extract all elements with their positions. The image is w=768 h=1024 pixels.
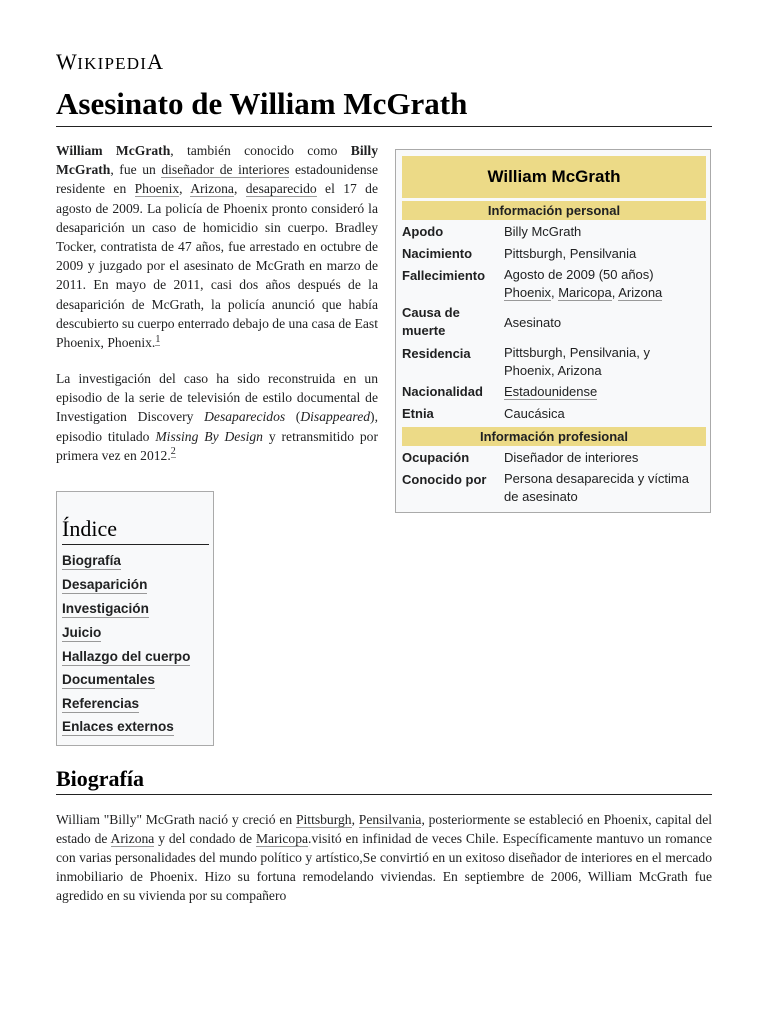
- value-causa: Asesinato: [504, 315, 562, 330]
- series-original-title: Disappeared: [300, 409, 371, 425]
- link-disenador[interactable]: diseñador de interiores: [161, 162, 290, 178]
- investigation-paragraph: [56, 369, 378, 465]
- text: (: [285, 409, 301, 425]
- infobox-section-personal: Información personal: [402, 201, 706, 220]
- wikipedia-logo[interactable]: WIKIPEDIA: [56, 49, 164, 74]
- label-residencia: Residencia: [402, 346, 471, 361]
- value-nacionalidad: [504, 383, 704, 401]
- infobox: [395, 149, 711, 513]
- toc-divider: [62, 544, 209, 545]
- value-conocido: Persona desaparecida y víctima de asesinato: [504, 471, 689, 504]
- text: ), episodio titulado: [56, 409, 378, 444]
- link-desaparecido[interactable]: desaparecido: [245, 181, 317, 197]
- reference-2[interactable]: 2: [170, 446, 176, 458]
- link-estadounidense[interactable]: Estadounidense: [504, 384, 598, 399]
- toc-item-biografia[interactable]: Biografía: [62, 553, 121, 568]
- table-of-contents: [56, 491, 214, 746]
- toc-item-juicio[interactable]: Juicio: [62, 625, 102, 640]
- label-causa: Causa de muerte: [402, 305, 460, 338]
- text: ,: [233, 181, 246, 197]
- value-nacimiento: Pittsburgh, Pensilvania: [504, 246, 637, 261]
- value-ocupacion: Diseñador de interiores: [504, 450, 639, 465]
- label-apodo: Apodo: [402, 224, 444, 239]
- toc-item-referencias[interactable]: Referencias: [62, 696, 140, 711]
- subject-name: William McGrath: [56, 143, 171, 158]
- label-nacimiento: Nacimiento: [402, 246, 473, 261]
- episode-title: Missing By Design: [155, 428, 263, 444]
- toc-title: Índice: [62, 516, 117, 541]
- section-divider: [56, 794, 712, 795]
- text: , posteriormente se estableció en Phoenix, capital del estado de: [56, 812, 713, 846]
- link-arizona-bio[interactable]: Arizona: [110, 831, 155, 846]
- label-nacionalidad: Nacionalidad: [402, 384, 483, 399]
- infobox-section-professional: Información profesional: [402, 427, 706, 446]
- link-phoenix-infobox[interactable]: Phoenix: [504, 285, 551, 300]
- lead-paragraph: [56, 141, 378, 352]
- series-title: Desaparecidos: [204, 409, 286, 425]
- infobox-title: William McGrath: [402, 156, 706, 198]
- toc-item-documentales[interactable]: Documentales: [62, 672, 155, 687]
- subject-alias: Billy McGrath: [56, 143, 378, 178]
- value-fallecimiento: Agosto de 2009 (50 años) Phoenix, Maricopa, Arizona: [504, 267, 663, 300]
- text: ,: [351, 812, 359, 827]
- text: William "Billy" McGrath nació y creció en: [56, 812, 296, 827]
- value-etnia: Caucásica: [504, 406, 565, 421]
- biografia-paragraph: [56, 810, 712, 905]
- value-residencia: Pittsburgh, Pensilvania, y Phoenix, Arizona: [504, 345, 650, 378]
- link-phoenix[interactable]: Phoenix: [134, 181, 180, 197]
- label-etnia: Etnia: [402, 406, 434, 421]
- toc-item-desaparicion[interactable]: Desaparición: [62, 577, 148, 592]
- toc-item-investigacion[interactable]: Investigación: [62, 601, 149, 616]
- link-pensilvania[interactable]: Pensilvania: [358, 812, 422, 827]
- text: ,: [179, 181, 191, 197]
- page-title: Asesinato de William McGrath: [56, 86, 468, 121]
- text: .visitó en infinidad de veces Chile. Específicamente mantuvo un romance con varias personalidades del mundo político y artístico,Se convirtió en un exitoso diseñador de interiores en el mercado inmobiliario de Phoenix. Hizo su fortuna remodelando viviendas. En septiembre de 2006, William McGrath fue agredido en su vivienda por su compañero: [56, 831, 712, 903]
- link-arizona[interactable]: Arizona: [190, 181, 234, 197]
- text: estadounidense residente en: [56, 162, 379, 197]
- text: el 17 de agosto de 2009. La policía de Phoenix pronto consideró la desaparición un caso de homicidio sin cuerpo. Bradley Tocker, contratista de 47 años, fue arrestado en octubre de 2009 y juzgado por el asesinato de McGrath en marzo de 2011. En mayo de 2011, casi dos años después de la desaparición de McGrath, la policía anunció que había descubierto su cuerpo enterrado debajo de una casa de East Phoenix, Phoenix.: [56, 181, 379, 351]
- label-ocupacion: Ocupación: [402, 450, 470, 465]
- toc-item-hallazgo[interactable]: Hallazgo del cuerpo: [62, 649, 191, 664]
- text: y del condado de: [154, 831, 256, 846]
- link-maricopa-infobox[interactable]: Maricopa: [558, 285, 612, 300]
- toc-item-enlaces[interactable]: Enlaces externos: [62, 719, 174, 734]
- text: , también conocido como: [170, 143, 351, 158]
- label-fallecimiento: Fallecimiento: [402, 268, 486, 283]
- label-conocido: Conocido por: [402, 472, 487, 487]
- value-apodo: Billy McGrath: [504, 224, 582, 239]
- section-heading-biografia: Biografía: [56, 766, 144, 791]
- text: y retransmitido por primera vez en 2012.: [56, 428, 378, 463]
- text: La investigación del caso ha sido reconstruida en un episodio de la serie de televisión de estilo documental de Investigation Discovery: [56, 371, 378, 425]
- link-arizona-infobox[interactable]: Arizona: [618, 285, 663, 300]
- reference-1[interactable]: 1: [155, 333, 161, 345]
- link-pittsburgh[interactable]: Pittsburgh: [295, 812, 352, 827]
- death-date: Agosto de 2009 (50 años): [504, 267, 654, 282]
- title-divider: [56, 126, 712, 127]
- text: , fue un: [110, 162, 162, 178]
- link-maricopa-bio[interactable]: Maricopa: [255, 831, 309, 846]
